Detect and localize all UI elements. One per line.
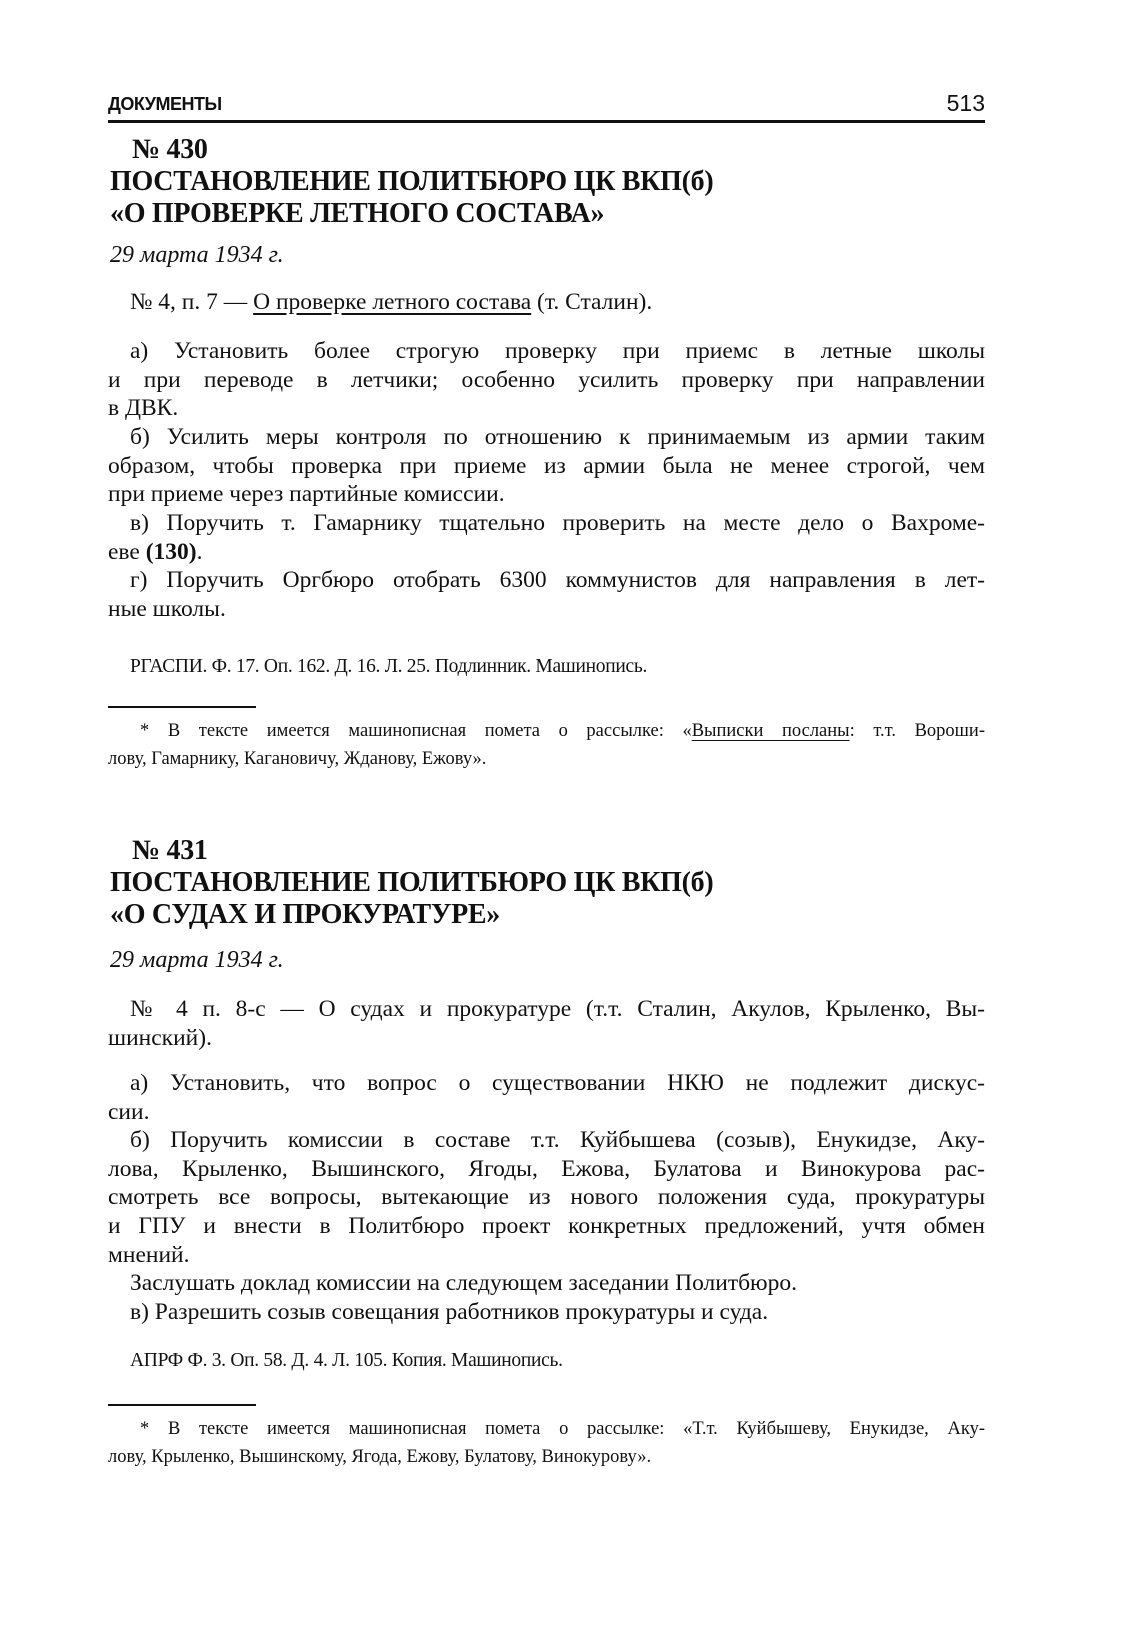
- doc431-line: № 4 п. 8-с — О судах и прокуратуре (т.т. Сталин, Акулов, Крыленко, Вы-: [130, 996, 985, 1022]
- doc430-line: в ДВК.: [108, 395, 179, 422]
- doc431-line: шинский).: [108, 1024, 212, 1051]
- doc430-line: при приеме через партийные комиссии.: [108, 481, 505, 508]
- doc431-line: лова, Крыленко, Вышинского, Ягоды, Ежова, Булатова и Винокурова рас-: [108, 1155, 985, 1182]
- doc430-line: еве (130).: [108, 538, 203, 565]
- agenda-subject: О проверке летного состава: [253, 289, 532, 315]
- doc430-line: в) Поручить т. Гамарнику тщательно проверить на месте дело о Вахроме-: [130, 510, 985, 536]
- doc431-title-line1: ПОСТАНОВЛЕНИЕ ПОЛИТБЮРО ЦК ВКП(б): [110, 867, 714, 898]
- doc430-line: ные школы.: [108, 596, 226, 622]
- doc430-agenda: [130, 288, 985, 317]
- fn-underlined: Выписки посланы: [691, 721, 850, 741]
- doc431-footnote-line2: лову, Крыленко, Вышинскому, Ягода, Ежову, Булатову, Винокурову».: [108, 1447, 652, 1467]
- doc430-date: 29 марта 1934 г.: [110, 242, 284, 268]
- doc430-heading: [110, 134, 990, 230]
- agenda-prefix: № 4, п. 7 —: [130, 289, 254, 315]
- header-rule: [108, 120, 985, 123]
- doc431-date: 29 марта 1934 г.: [110, 947, 284, 973]
- doc431-title-line2: «О СУДАХ И ПРОКУРАТУРЕ»: [110, 899, 501, 930]
- fn-text: : т.т. Вороши-: [849, 721, 985, 741]
- doc430-source: РГАСПИ. Ф. 17. Оп. 162. Д. 16. Л. 25. Подлинник. Машинопись.: [130, 656, 648, 677]
- doc430-footnote-line2: лову, Гамарнику, Кагановичу, Жданову, Ежову».: [108, 749, 487, 769]
- doc430-line: г) Поручить Оргбюро отобрать 6300 коммунистов для направления в лет-: [130, 567, 985, 594]
- doc430-title-line2: «О ПРОВЕРКЕ ЛЕТНОГО СОСТАВА»: [110, 198, 605, 229]
- doc431-line: смотреть все вопросы, вытекающие из нового положения суда, прокуратуры: [108, 1184, 985, 1211]
- doc431-heading: [110, 835, 990, 931]
- doc431-line: б) Поручить комиссии в составе т.т. Куйбышева (созыв), Енукидзе, Аку-: [130, 1127, 985, 1153]
- footnote-rule: [108, 706, 256, 708]
- note-reference: (130): [145, 538, 197, 565]
- agenda-suffix: (т. Сталин).: [531, 289, 653, 315]
- fn-text: * В тексте имеется машинописная помета о рассылке: «: [140, 721, 692, 741]
- doc431-footnote-line1: * В тексте имеется машинописная помета о рассылке: «Т.т. Куйбышеву, Енукидзе, Аку-: [140, 1419, 985, 1439]
- doc431-line: мнений.: [108, 1241, 190, 1268]
- doc431-line: и ГПУ и внести в Политбюро проект конкретных предложений, учтя обмен: [108, 1213, 985, 1239]
- doc431-number: № 431: [132, 835, 208, 866]
- doc431-line: в) Разрешить созыв совещания работников прокуратуры и суда.: [130, 1299, 769, 1325]
- line-text: еве: [108, 538, 146, 565]
- doc430-title-line1: ПОСТАНОВЛЕНИЕ ПОЛИТБЮРО ЦК ВКП(б): [110, 166, 714, 197]
- doc431-source: АПРФ Ф. 3. Оп. 58. Д. 4. Л. 105. Копия. Машинопись.: [130, 1350, 563, 1371]
- doc431-line: сии.: [108, 1098, 150, 1125]
- footnote-rule: [108, 1404, 256, 1406]
- doc431-line: Заслушать доклад комиссии на следующем заседании Политбюро.: [130, 1270, 797, 1297]
- doc431-line: а) Установить, что вопрос о существовании НКЮ не подлежит дискус-: [130, 1070, 985, 1096]
- doc430-line: б) Усилить меры контроля по отношению к принимаемым из армии таким: [130, 424, 985, 450]
- doc430-line: и при переводе в летчики; особенно усилить проверку при направлении: [108, 366, 985, 393]
- section-title: ДОКУМЕНТЫ: [108, 94, 222, 114]
- running-header: [108, 92, 985, 120]
- page-number: 513: [946, 90, 985, 116]
- doc430-line: образом, чтобы проверка при приеме из армии была не менее строгой, чем: [108, 452, 985, 479]
- doc430-line: а) Установить более строгую проверку при приемс в летные школы: [130, 338, 985, 364]
- doc430-number: № 430: [132, 134, 208, 165]
- doc430-footnote-line1: [140, 717, 985, 745]
